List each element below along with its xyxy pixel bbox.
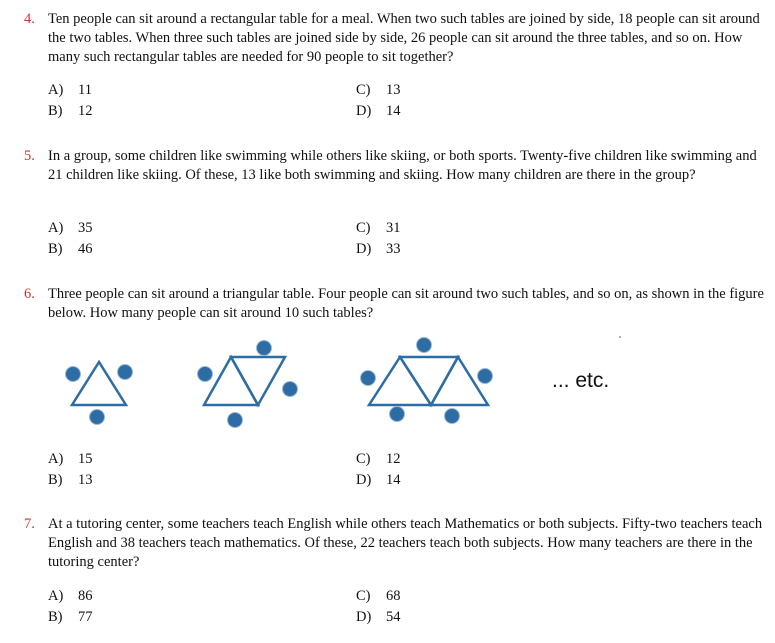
option-d: D) 14	[356, 472, 401, 488]
option-a: A) 86	[48, 588, 93, 604]
seat	[478, 369, 493, 384]
question-number: 7.	[24, 516, 35, 532]
seat	[390, 407, 405, 422]
option-b: B) 77	[48, 609, 93, 625]
question-text: Ten people can sit around a rectangular table for a meal. When two such tables are joined by side, 18 people can sit around the two tables. When three such tables are joined side by side, 26 people can sit around the three tables, and so on. How many such rectangular tables are needed for 90 people to sit together?	[48, 11, 760, 65]
option-c: C) 31	[356, 220, 401, 236]
seat	[257, 341, 272, 356]
seat	[66, 367, 81, 382]
question-number: 5.	[24, 148, 35, 164]
seat	[118, 365, 133, 380]
option-c: C) 13	[356, 82, 401, 98]
option-c: C) 68	[356, 588, 401, 604]
seat	[90, 410, 105, 425]
option-a: A) 15	[48, 451, 93, 467]
option-d: D) 33	[356, 241, 401, 257]
question-text: In a group, some children like swimming while others like skiing, or both sports. Twenty-five children like swimming and 21 children like skiing. Of these, 13 like both swimming and skiing. How many children are there in the group?	[48, 148, 757, 183]
stray-dot	[619, 336, 621, 338]
seat	[445, 409, 460, 424]
triangle-table	[400, 357, 458, 405]
option-d: D) 14	[356, 103, 401, 119]
seat	[228, 413, 243, 428]
question-number: 6.	[24, 286, 35, 302]
figure-caption: ... etc.	[552, 369, 610, 392]
option-a: A) 35	[48, 220, 93, 236]
question-text: Three people can sit around a triangular table. Four people can sit around two such tables, and so on, as shown in the figure below. How many people can sit around 10 such tables?	[48, 286, 764, 321]
seat	[361, 371, 376, 386]
seat	[283, 382, 298, 397]
option-b: B) 13	[48, 472, 93, 488]
triangle-table	[369, 357, 431, 405]
triangle-table	[204, 357, 258, 405]
option-c: C) 12	[356, 451, 401, 467]
seat	[417, 338, 432, 353]
option-a: A) 11	[48, 82, 92, 98]
option-d: D) 54	[356, 609, 401, 625]
option-b: B) 46	[48, 241, 93, 257]
seat	[198, 367, 213, 382]
question-text: At a tutoring center, some teachers teach English while others teach Mathematics or both subjects. Fifty-two teachers teach English and 38 teachers teach mathematics. Of these, 22 teachers teach both subjects. How many teachers are there in the tutoring center?	[48, 516, 763, 570]
triangle-table	[231, 357, 285, 405]
question-number: 4.	[24, 11, 35, 27]
option-b: B) 12	[48, 103, 93, 119]
triangle-tables-figure	[0, 332, 775, 437]
